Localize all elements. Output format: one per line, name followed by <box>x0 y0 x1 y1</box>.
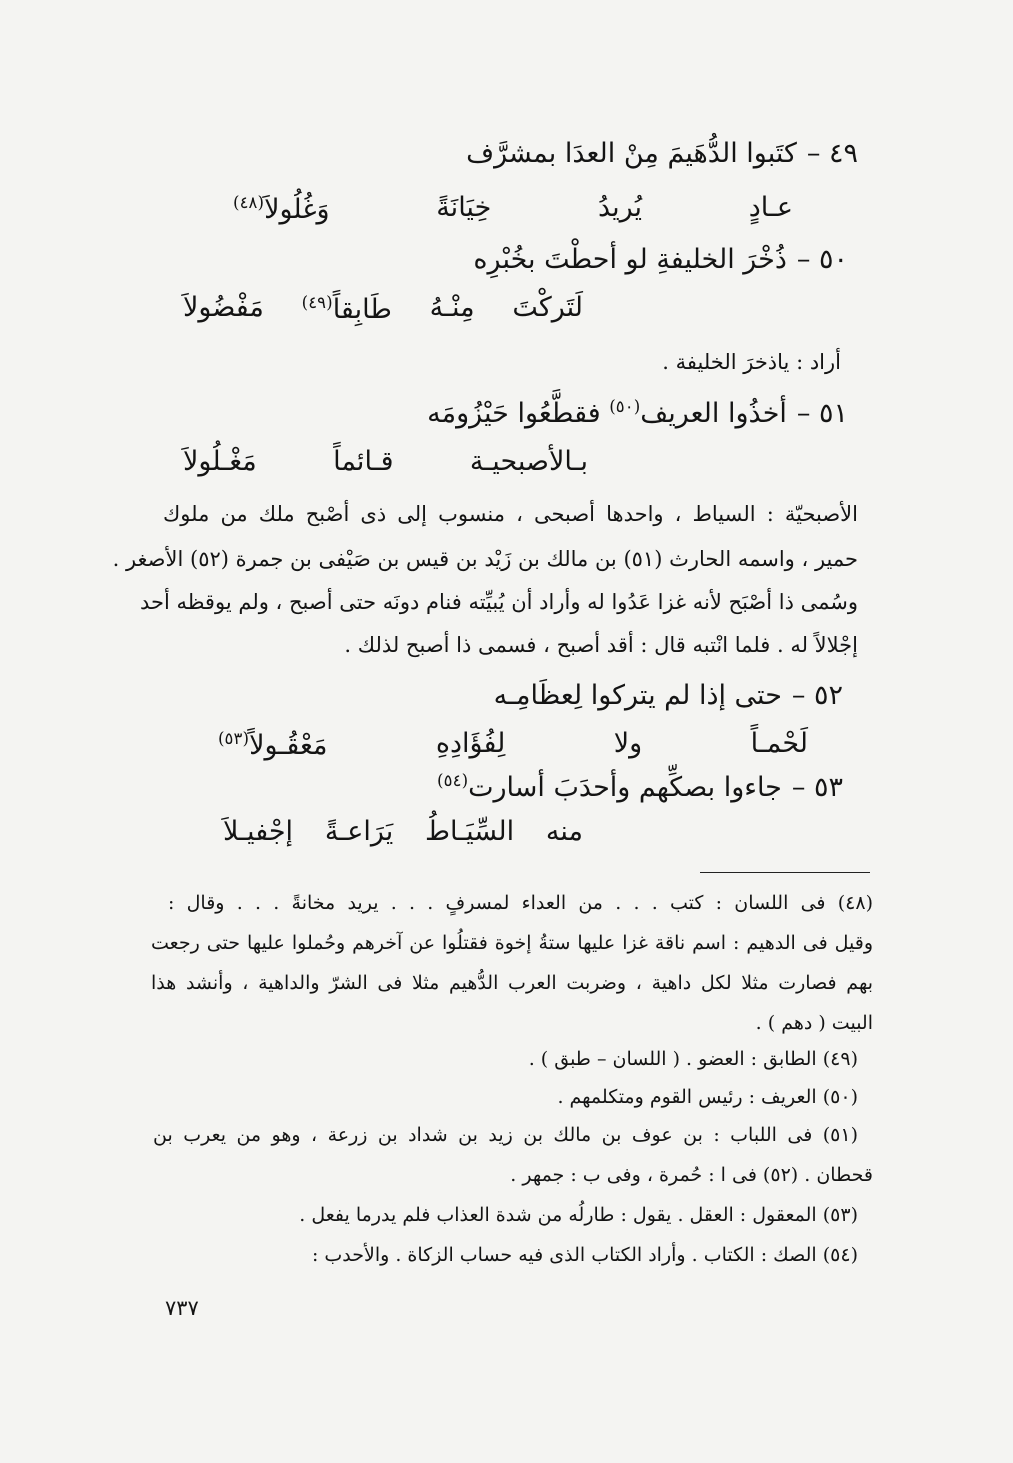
verse-word: إجْفيـلاَ <box>223 816 294 847</box>
verse-number: ٥٢ – <box>791 680 843 711</box>
verse-text: ذُخْرَ الخليفةِ لو أحطْتَ بخُبْرِه <box>473 244 787 275</box>
commentary-line: الأصبحيّة : السياط ، واحدها أصبحى ، منسوب إلى ذى أصْبح ملك من ملوك <box>163 502 858 526</box>
footnote-line: (٤٩) الطابق : العضو . ( اللسان – طبق ) . <box>528 1048 858 1070</box>
commentary-line: إجْلالاً له . فلما انْتبه قال : أقد أصبح ، فسمى ذا أصبح لذلك . <box>344 633 858 657</box>
verse-word: يَرَاعـةً <box>324 816 394 847</box>
verse-word <box>218 728 327 761</box>
verse-51-first-hemistich <box>427 396 848 429</box>
verse-word: بـالأصبحيـة <box>469 446 588 477</box>
commentary-line: وسُمى ذا أصْبَح لأنه غزا عَدُوا له وأراد أن يُبيِّته فنام دونَه حتى أصبح ، ولم يوقظه أحد <box>139 590 858 614</box>
verse-49-second-hemistich <box>233 192 793 225</box>
verse-word: لَحْمـاً <box>750 728 808 759</box>
verse-49-first-hemistich <box>466 138 858 169</box>
footnote-ref: (٥٠) <box>609 396 641 416</box>
verse-number: ٤٩ – <box>806 138 858 169</box>
footnote-line: البيت ( دهم ) . <box>755 1012 873 1034</box>
verse-word: مِنْـهُ <box>429 292 475 323</box>
footnote-line: (٤٨) فى اللسان : كتب . . . من العداء لمسرفٍ . . . يريد مخانةً . . . وقال : <box>168 892 873 914</box>
verse-word: عـادٍ <box>748 192 793 223</box>
verse-51-second-hemistich <box>183 446 588 477</box>
footnote-ref: (٤٨) <box>233 192 265 212</box>
verse-word: قـائماً <box>333 446 394 477</box>
verse-word: مَغْـلُولاَ <box>183 446 257 477</box>
verse-53-second-hemistich <box>223 816 583 847</box>
verse-word-text: مَعْقُـولاً <box>249 730 328 761</box>
verse-50-second-hemistich <box>183 292 583 325</box>
verse-50-first-hemistich <box>473 244 848 275</box>
footnote-line: وقيل فى الدهيم : اسم ناقة غزا عليها ستةُ إخوة فقتلُوا عن آخرهم وحُملوا عليها حتى رجعت <box>151 932 873 954</box>
footnote-separator <box>700 872 870 873</box>
footnote-line: بهم فصارت مثلا لكل داهية ، وضربت العرب الدُّهيم مثلا فى الشرّ والداهية ، وأنشد هذا <box>151 972 873 994</box>
verse-word: مَفْضُولاَ <box>183 292 264 323</box>
verse-number: ٥٣ – <box>791 772 843 803</box>
footnote-line: (٥٣) المعقول : العقل . يقول : طارلُه من شدة العذاب فلم يدرما يفعل . <box>299 1204 858 1226</box>
verse-word: لَتَركْتَ <box>512 292 583 323</box>
verse-word <box>233 192 330 225</box>
verse-word <box>302 292 392 325</box>
footnote-line: (٥١) فى اللباب : بن عوف بن مالك بن زيد بن شداد بن زرعة ، وهو من يعرب بن <box>153 1124 858 1146</box>
footnote-line: (٥٠) العريف : رئيس القوم ومتكلمهم . <box>557 1086 858 1108</box>
verse-word: منه <box>545 816 583 847</box>
footnote-line: قحطان . (٥٢) فى ا : حُمرة ، وفى ب : جمهر . <box>510 1164 873 1186</box>
verse-53-first-hemistich <box>437 770 843 803</box>
verse-number: ٥١ – <box>796 398 848 429</box>
footnote-ref: (٤٩) <box>301 292 333 312</box>
footnote-ref: (٥٣) <box>218 728 250 748</box>
verse-word: لِفُؤَادِهِ <box>435 728 506 759</box>
verse-word: ولا <box>613 728 643 759</box>
footnote-line: (٥٤) الصك : الكتاب . وأراد الكتاب الذى فيه حساب الزكاة . والأحدب : <box>311 1244 858 1266</box>
verse-text: حتى إذا لم يتركوا لِعظَامِـه <box>493 680 782 711</box>
verse-word-text: طَابِقاً <box>332 294 392 325</box>
verse-52-first-hemistich <box>494 680 843 711</box>
verse-text: كتَبوا الدُّهَيمَ مِنْ العدَا بمشرَّف <box>466 138 797 169</box>
verse-word: خِيَانَةً <box>436 192 492 223</box>
verse-text: أخذُوا العريف <box>640 398 787 429</box>
verse-text-tail: فقطَّعُوا حَيْزُومَه <box>427 398 601 429</box>
footnote-ref: (٥٤) <box>437 770 469 790</box>
commentary-line: حمير ، واسمه الحارث (٥١) بن مالك بن زَيْد بن قيس بن صَيْفى بن جمرة (٥٢) الأصغر . <box>112 547 858 571</box>
page-number: ٧٣٧ <box>165 1296 199 1320</box>
verse-52-second-hemistich <box>218 728 808 761</box>
verse-number: ٥٠ – <box>796 244 848 275</box>
verse-word-text: وَغُلُولاَ <box>264 194 330 225</box>
verse-text: جاءوا بصكِّهم وأحدَبَ أسارت <box>468 772 782 803</box>
commentary-irad: أراد : ياذخرَ الخليفة . <box>662 350 841 374</box>
verse-word: السِّيَـاطُ <box>425 816 515 847</box>
verse-word: يُريدُ <box>597 192 643 223</box>
